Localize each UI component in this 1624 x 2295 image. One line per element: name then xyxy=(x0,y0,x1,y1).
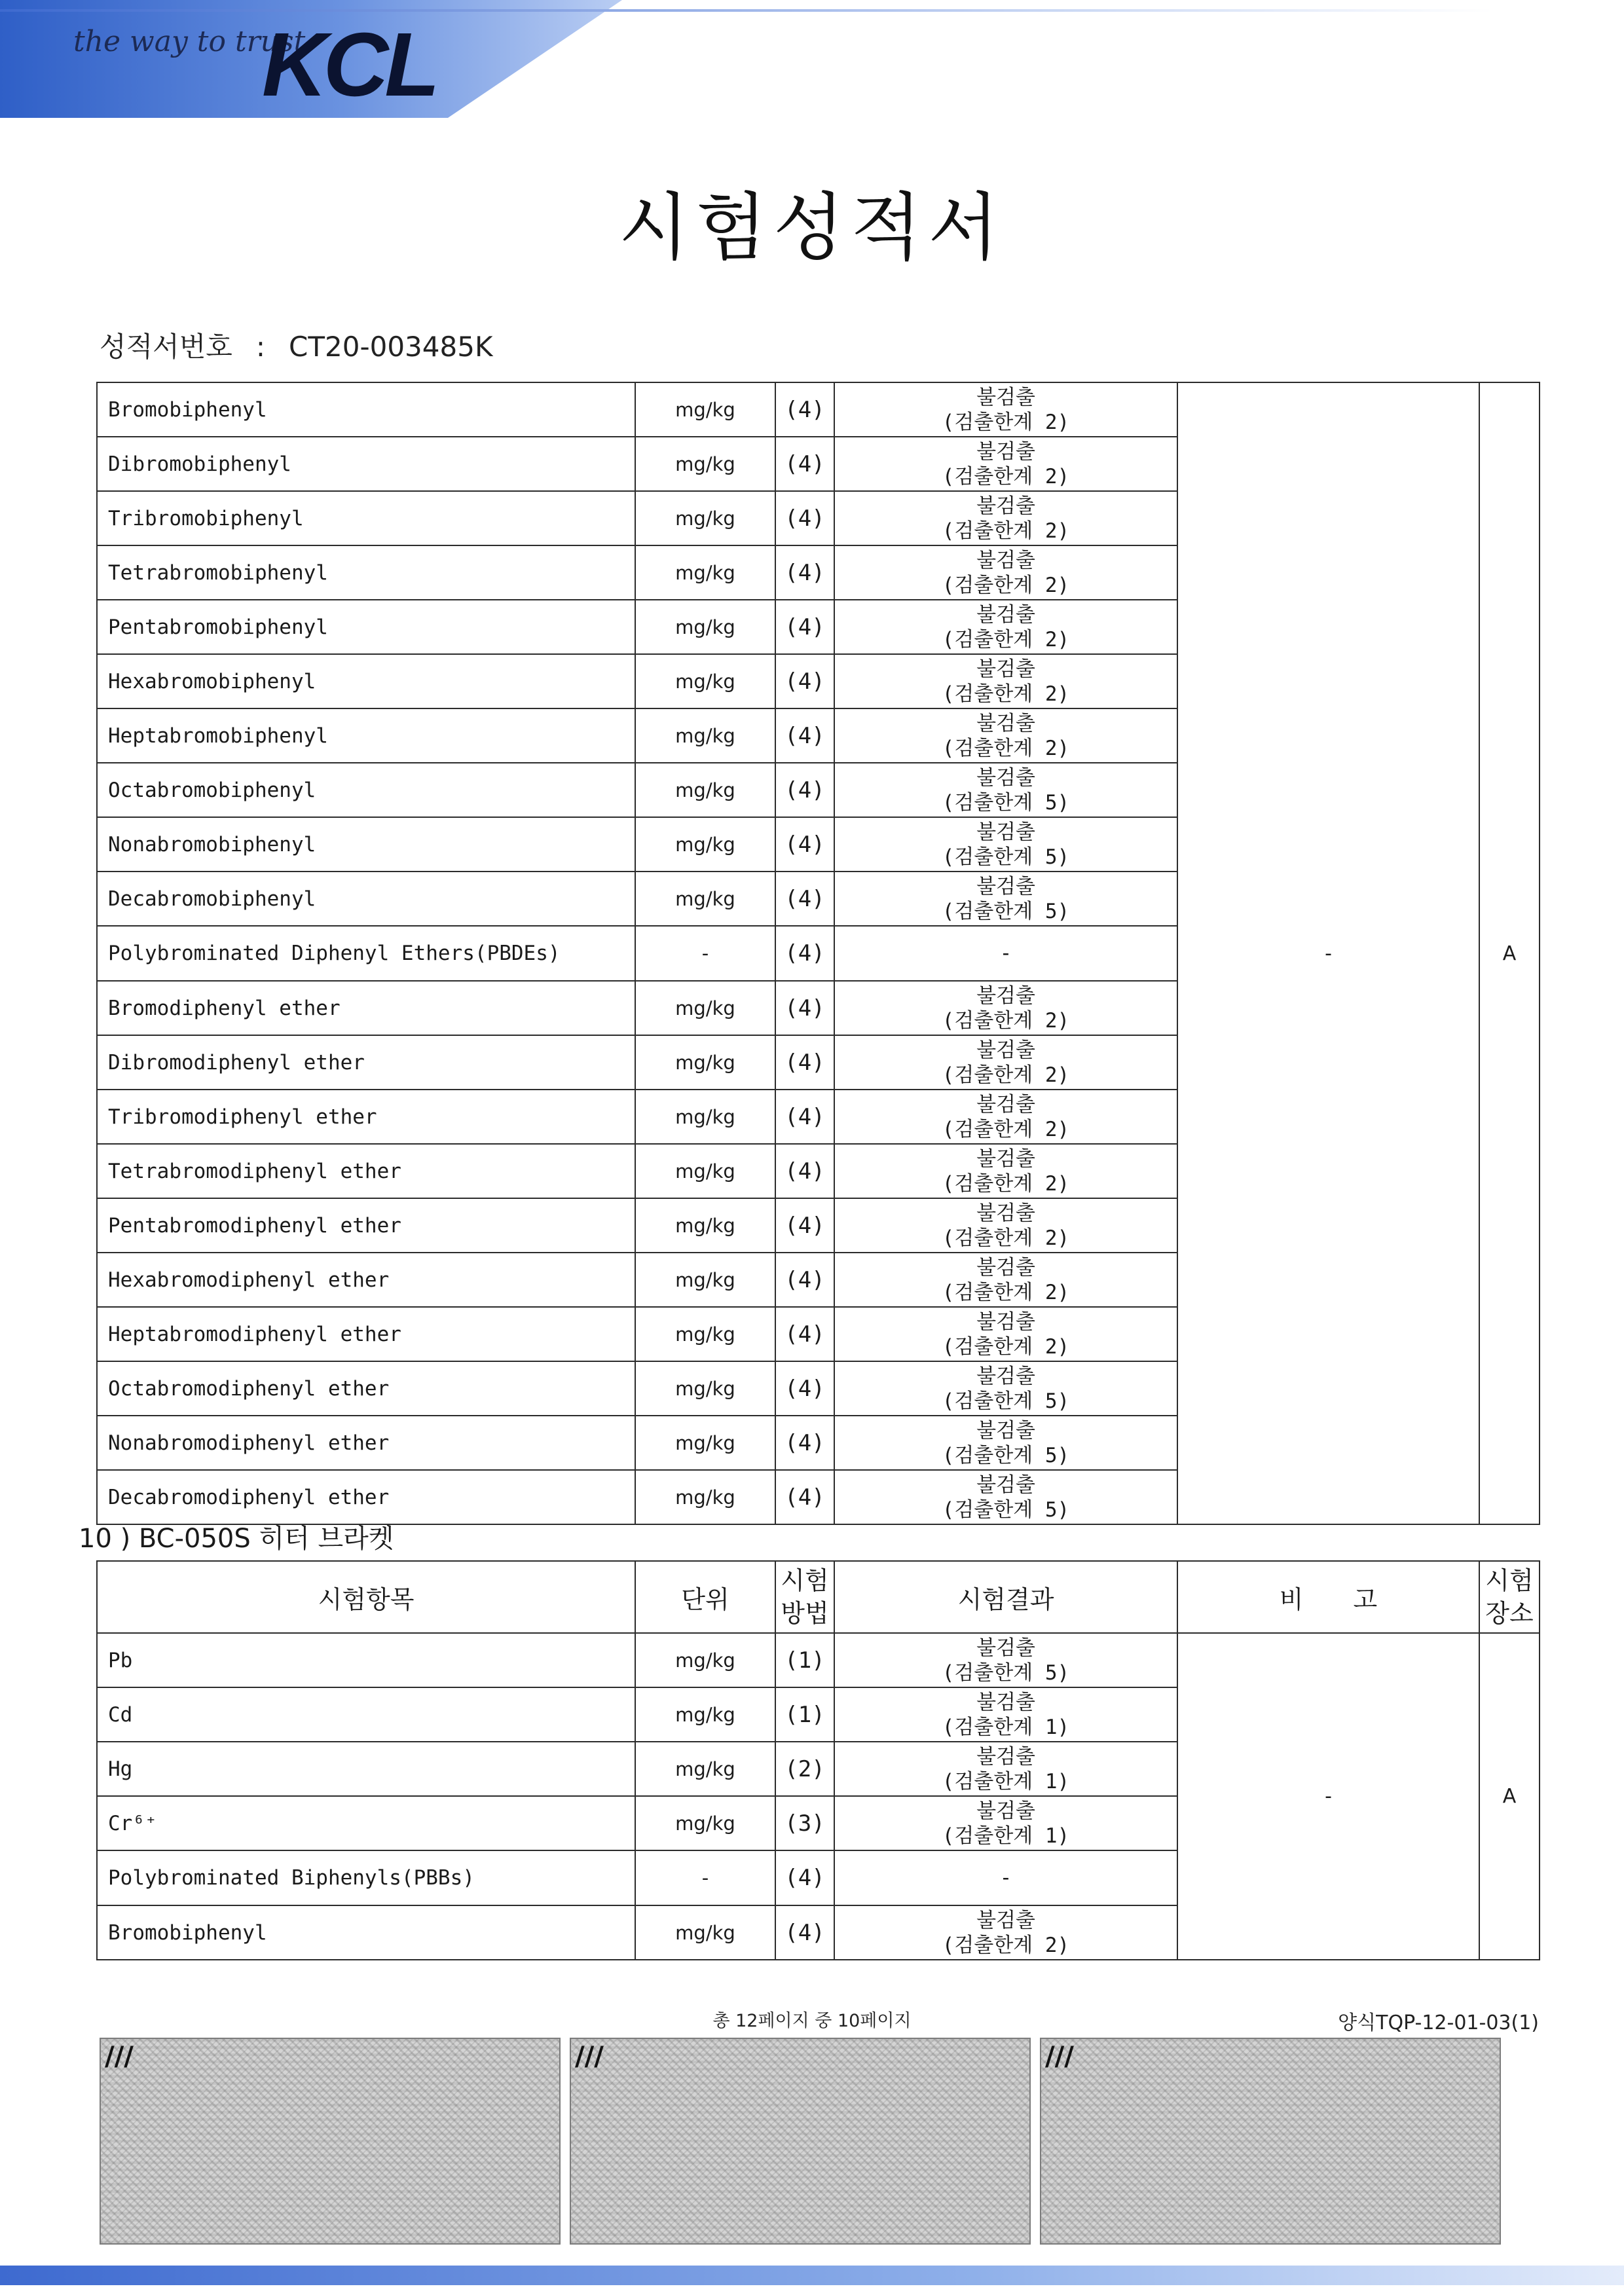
result-cell xyxy=(834,382,1177,437)
stamp-mark: /// xyxy=(575,2042,604,2072)
test-item-cell: Decabromobiphenyl xyxy=(97,872,635,926)
detection-limit: (검출한계 2) xyxy=(942,410,1070,434)
result-value: 불검출 xyxy=(976,548,1035,572)
brand-tagline: the way to trust xyxy=(73,25,306,58)
test-item-cell: Pentabromobiphenyl xyxy=(97,600,635,654)
result-cell xyxy=(834,1307,1177,1361)
result-cell xyxy=(834,1361,1177,1416)
header-line xyxy=(0,9,1493,12)
result-cell xyxy=(834,1090,1177,1144)
unit-cell: - xyxy=(635,1850,775,1905)
unit-cell: mg/kg xyxy=(635,1090,775,1144)
unit-cell: mg/kg xyxy=(635,382,775,437)
result-cell xyxy=(834,437,1177,491)
method-cell: (4) xyxy=(775,1253,834,1307)
result-value: 불검출 xyxy=(976,1799,1035,1823)
result-value: 불검출 xyxy=(976,1636,1035,1660)
method-cell: (4) xyxy=(775,1361,834,1416)
test-item-cell: Pentabromodiphenyl ether xyxy=(97,1198,635,1253)
header-test-location-line1: 시험 xyxy=(1485,1566,1534,1595)
test-item-cell: Hexabromodiphenyl ether xyxy=(97,1253,635,1307)
unit-cell: mg/kg xyxy=(635,1796,775,1850)
result-cell xyxy=(834,491,1177,545)
unit-cell: mg/kg xyxy=(635,763,775,817)
unit-cell: mg/kg xyxy=(635,1198,775,1253)
result-value: 불검출 xyxy=(976,494,1035,518)
unit-cell: mg/kg xyxy=(635,1361,775,1416)
result-value: - xyxy=(999,1866,1012,1890)
test-item-cell: Cd xyxy=(97,1687,635,1742)
result-value: 불검출 xyxy=(976,1364,1035,1388)
result-value: 불검출 xyxy=(976,1418,1035,1442)
security-stamp-3 xyxy=(1040,2038,1501,2245)
detection-limit: (검출한계 2) xyxy=(942,573,1070,597)
report-number-separator: : xyxy=(255,331,266,363)
report-number-label: 성적서번호 xyxy=(100,331,232,363)
result-cell xyxy=(834,872,1177,926)
test-location-cell: A xyxy=(1479,1633,1540,1960)
detection-limit: (검출한계 2) xyxy=(942,1280,1070,1304)
test-item-cell: Octabromobiphenyl xyxy=(97,763,635,817)
test-item-cell: Decabromodiphenyl ether xyxy=(97,1470,635,1524)
detection-limit: (검출한계 2) xyxy=(942,1933,1070,1957)
result-value: 불검출 xyxy=(976,1038,1035,1062)
unit-cell: - xyxy=(635,926,775,981)
result-value: 불검출 xyxy=(976,874,1035,898)
unit-cell: mg/kg xyxy=(635,708,775,763)
detection-limit: (검출한계 2) xyxy=(942,464,1070,488)
method-cell: (4) xyxy=(775,600,834,654)
test-item-cell: Polybrominated Biphenyls(PBBs) xyxy=(97,1850,635,1905)
stamp-mark: /// xyxy=(105,2042,134,2072)
method-cell: (4) xyxy=(775,382,834,437)
detection-limit: (검출한계 2) xyxy=(942,736,1070,760)
header-test-location-line2: 장소 xyxy=(1485,1599,1534,1628)
result-value: 불검출 xyxy=(976,1092,1035,1116)
result-value: 불검출 xyxy=(976,602,1035,627)
stamp-mark: /// xyxy=(1045,2042,1074,2072)
method-cell: (4) xyxy=(775,654,834,708)
result-cell xyxy=(834,1796,1177,1850)
detection-limit: (검출한계 1) xyxy=(942,1769,1070,1793)
result-cell xyxy=(834,600,1177,654)
detection-limit: (검출한계 2) xyxy=(942,682,1070,706)
footer-band xyxy=(0,2266,1624,2285)
section-title: 10 ) BC-050S 히터 브라켓 xyxy=(79,1524,394,1554)
unit-cell: mg/kg xyxy=(635,1035,775,1090)
header-unit: 단위 xyxy=(635,1561,775,1633)
method-cell: (4) xyxy=(775,926,834,981)
result-value: 불검출 xyxy=(976,820,1035,844)
header-test-method-line2: 방법 xyxy=(781,1599,829,1628)
method-cell: (4) xyxy=(775,437,834,491)
result-value: 불검출 xyxy=(976,1147,1035,1171)
unit-cell: mg/kg xyxy=(635,1144,775,1198)
result-cell xyxy=(834,1144,1177,1198)
unit-cell: mg/kg xyxy=(635,437,775,491)
detection-limit: (검출한계 5) xyxy=(942,1497,1070,1522)
security-stamp-2 xyxy=(570,2038,1031,2245)
method-cell: (4) xyxy=(775,763,834,817)
detection-limit: (검출한계 1) xyxy=(942,1824,1070,1848)
method-cell: (3) xyxy=(775,1796,834,1850)
header-test-result: 시험결과 xyxy=(834,1561,1177,1633)
security-stamp-1 xyxy=(100,2038,561,2245)
detection-limit: (검출한계 5) xyxy=(942,1389,1070,1413)
result-value: 불검출 xyxy=(976,1908,1035,1932)
header-test-location xyxy=(1479,1561,1540,1633)
result-cell xyxy=(834,654,1177,708)
method-cell: (4) xyxy=(775,1090,834,1144)
detection-limit: (검출한계 2) xyxy=(942,1063,1070,1087)
unit-cell: mg/kg xyxy=(635,654,775,708)
method-cell: (4) xyxy=(775,1035,834,1090)
test-item-cell: Tribromodiphenyl ether xyxy=(97,1090,635,1144)
method-cell: (4) xyxy=(775,708,834,763)
test-results-table-continued xyxy=(96,382,1540,1525)
test-item-cell: Octabromodiphenyl ether xyxy=(97,1361,635,1416)
method-cell: (1) xyxy=(775,1633,834,1687)
detection-limit: (검출한계 2) xyxy=(942,627,1070,652)
method-cell: (4) xyxy=(775,981,834,1035)
unit-cell: mg/kg xyxy=(635,545,775,600)
header-remark: 비 고 xyxy=(1177,1561,1479,1633)
test-item-cell: Heptabromobiphenyl xyxy=(97,708,635,763)
method-cell: (4) xyxy=(775,545,834,600)
result-value: 불검출 xyxy=(976,1310,1035,1334)
unit-cell: mg/kg xyxy=(635,1253,775,1307)
test-item-cell: Cr⁶⁺ xyxy=(97,1796,635,1850)
result-value: 불검출 xyxy=(976,983,1035,1008)
test-item-cell: Hg xyxy=(97,1742,635,1796)
test-item-cell: Tribromobiphenyl xyxy=(97,491,635,545)
method-cell: (4) xyxy=(775,817,834,872)
result-cell xyxy=(834,981,1177,1035)
detection-limit: (검출한계 2) xyxy=(942,1226,1070,1250)
result-cell xyxy=(834,545,1177,600)
report-number xyxy=(100,325,492,365)
method-cell: (4) xyxy=(775,872,834,926)
method-cell: (4) xyxy=(775,1144,834,1198)
result-cell xyxy=(834,1035,1177,1090)
method-cell: (1) xyxy=(775,1687,834,1742)
test-item-cell: Heptabromodiphenyl ether xyxy=(97,1307,635,1361)
remark-cell: - xyxy=(1177,382,1479,1524)
test-item-cell: Pb xyxy=(97,1633,635,1687)
result-value: 불검출 xyxy=(976,657,1035,681)
detection-limit: (검출한계 2) xyxy=(942,1008,1070,1033)
detection-limit: (검출한계 5) xyxy=(942,790,1070,815)
header-test-item: 시험항목 xyxy=(97,1561,635,1633)
result-value: 불검출 xyxy=(976,385,1035,409)
method-cell: (4) xyxy=(775,1850,834,1905)
method-cell: (4) xyxy=(775,491,834,545)
detection-limit: (검출한계 5) xyxy=(942,1443,1070,1467)
unit-cell: mg/kg xyxy=(635,872,775,926)
unit-cell: mg/kg xyxy=(635,1470,775,1524)
result-value: 불검출 xyxy=(976,765,1035,790)
result-cell xyxy=(834,1416,1177,1470)
unit-cell: mg/kg xyxy=(635,1742,775,1796)
method-cell: (2) xyxy=(775,1742,834,1796)
detection-limit: (검출한계 5) xyxy=(942,845,1070,869)
result-cell xyxy=(834,1905,1177,1960)
unit-cell: mg/kg xyxy=(635,491,775,545)
test-item-cell: Polybrominated Diphenyl Ethers(PBDEs) xyxy=(97,926,635,981)
method-cell: (4) xyxy=(775,1416,834,1470)
unit-cell: mg/kg xyxy=(635,600,775,654)
detection-limit: (검출한계 5) xyxy=(942,899,1070,923)
test-location-cell: A xyxy=(1479,382,1540,1524)
result-value: 불검출 xyxy=(976,1744,1035,1769)
test-item-cell: Tetrabromobiphenyl xyxy=(97,545,635,600)
result-cell xyxy=(834,1633,1177,1687)
page-indicator: 총 12페이지 중 10페이지 xyxy=(712,2011,912,2031)
test-item-cell: Hexabromobiphenyl xyxy=(97,654,635,708)
method-cell: (4) xyxy=(775,1905,834,1960)
result-value: - xyxy=(999,942,1012,965)
result-cell xyxy=(834,1850,1177,1905)
test-results-table xyxy=(96,1560,1540,1960)
detection-limit: (검출한계 2) xyxy=(942,1171,1070,1196)
result-cell xyxy=(834,763,1177,817)
test-item-cell: Nonabromobiphenyl xyxy=(97,817,635,872)
table-row xyxy=(97,382,1540,437)
result-cell xyxy=(834,1470,1177,1524)
detection-limit: (검출한계 1) xyxy=(942,1715,1070,1739)
detection-limit: (검출한계 2) xyxy=(942,1334,1070,1359)
result-cell xyxy=(834,708,1177,763)
document-title: 시험성적서 xyxy=(618,185,1006,270)
method-cell: (4) xyxy=(775,1198,834,1253)
result-value: 불검출 xyxy=(976,1690,1035,1714)
test-item-cell: Nonabromodiphenyl ether xyxy=(97,1416,635,1470)
table-header-row xyxy=(97,1561,1540,1633)
result-cell xyxy=(834,817,1177,872)
unit-cell: mg/kg xyxy=(635,817,775,872)
unit-cell: mg/kg xyxy=(635,1633,775,1687)
detection-limit: (검출한계 5) xyxy=(942,1661,1070,1685)
report-number-value: CT20-003485K xyxy=(289,331,493,363)
test-item-cell: Dibromobiphenyl xyxy=(97,437,635,491)
detection-limit: (검출한계 2) xyxy=(942,519,1070,543)
test-item-cell: Tetrabromodiphenyl ether xyxy=(97,1144,635,1198)
result-cell xyxy=(834,1742,1177,1796)
result-cell xyxy=(834,926,1177,981)
test-item-cell: Bromobiphenyl xyxy=(97,1905,635,1960)
test-item-cell: Bromodiphenyl ether xyxy=(97,981,635,1035)
form-code: 양식TQP-12-01-03(1) xyxy=(1338,2011,1539,2034)
result-value: 불검출 xyxy=(976,1255,1035,1279)
remark-cell: - xyxy=(1177,1633,1479,1960)
unit-cell: mg/kg xyxy=(635,1416,775,1470)
header-test-method-line1: 시험 xyxy=(781,1566,829,1595)
result-value: 불검출 xyxy=(976,439,1035,464)
test-item-cell: Bromobiphenyl xyxy=(97,382,635,437)
header-test-method xyxy=(775,1561,834,1633)
result-value: 불검출 xyxy=(976,1473,1035,1497)
result-cell xyxy=(834,1687,1177,1742)
table-row xyxy=(97,1633,1540,1687)
kcl-logo: KCL xyxy=(262,14,436,115)
result-cell xyxy=(834,1253,1177,1307)
unit-cell: mg/kg xyxy=(635,1307,775,1361)
unit-cell: mg/kg xyxy=(635,981,775,1035)
result-value: 불검출 xyxy=(976,1201,1035,1225)
unit-cell: mg/kg xyxy=(635,1905,775,1960)
detection-limit: (검출한계 2) xyxy=(942,1117,1070,1141)
result-value: 불검출 xyxy=(976,711,1035,735)
result-cell xyxy=(834,1198,1177,1253)
method-cell: (4) xyxy=(775,1307,834,1361)
test-item-cell: Dibromodiphenyl ether xyxy=(97,1035,635,1090)
unit-cell: mg/kg xyxy=(635,1687,775,1742)
method-cell: (4) xyxy=(775,1470,834,1524)
